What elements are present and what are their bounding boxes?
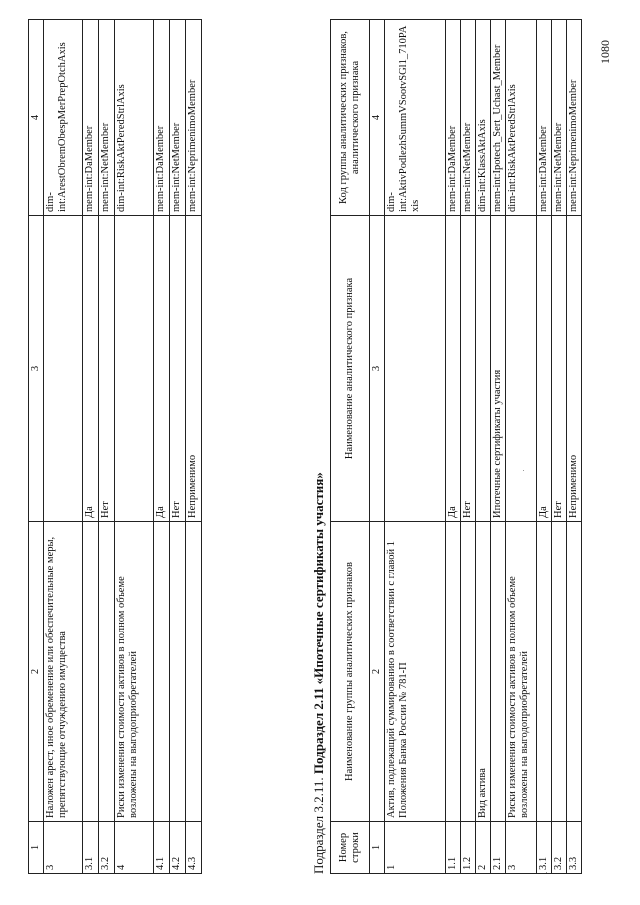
- table-row: [552, 20, 567, 874]
- table-row: [186, 20, 202, 874]
- code: mem-int:NetMember: [170, 20, 186, 216]
- rotated-page: [28, 12, 618, 874]
- group-name: [446, 522, 461, 822]
- column-number: 2: [370, 522, 385, 822]
- member-name: Ипотечные сертификаты участия: [491, 216, 506, 522]
- row-number: 2: [476, 822, 491, 874]
- group-name: Риски изменения стоимости активов в полном объеме возложены на выгодоприобретателей: [115, 522, 154, 822]
- row-number: 3.3: [567, 822, 582, 874]
- group-name: [552, 522, 567, 822]
- code: mem-int:NeprimenimoMember: [567, 20, 582, 216]
- member-name: [44, 216, 83, 522]
- member-name: [476, 216, 491, 522]
- table-row: [170, 20, 186, 874]
- code: mem-int:Ipotech_Sert_Uchast_Member: [491, 20, 506, 216]
- code: dim-int:RiskAktPeredStrlAxis: [506, 20, 537, 216]
- heading-prefix: Подраздел 3.2.11.: [311, 777, 326, 874]
- page-number: 1080: [598, 40, 612, 64]
- group-name: [461, 522, 476, 822]
- row-number: 4.2: [170, 822, 186, 874]
- row-number: 4: [115, 822, 154, 874]
- member-name: Неприменимо: [186, 216, 202, 522]
- member-name: Нет: [99, 216, 115, 522]
- row-number: 3.2: [99, 822, 115, 874]
- mortgage-certificates-table: [330, 19, 582, 874]
- table-row: [476, 20, 491, 874]
- code: mem-int:NetMember: [461, 20, 476, 216]
- table-header-row: [29, 20, 44, 874]
- member-name: Да: [537, 216, 552, 522]
- code: dim-int:KlassAktAxis: [476, 20, 491, 216]
- continuation-table: [28, 19, 202, 874]
- row-number: 4.1: [154, 822, 170, 874]
- section-heading: [311, 472, 326, 874]
- table-row: [44, 20, 83, 874]
- member-name: Да: [154, 216, 170, 522]
- group-name: [154, 522, 170, 822]
- column-number: 1: [370, 822, 385, 874]
- row-number: 1: [385, 822, 446, 874]
- group-name: [186, 522, 202, 822]
- code: mem-int:NetMember: [552, 20, 567, 216]
- member-name: Да: [446, 216, 461, 522]
- member-name: Нет: [170, 216, 186, 522]
- column-number: 4: [370, 20, 385, 216]
- column-header: Наименование группы аналитических признаков: [331, 522, 370, 822]
- member-name: [506, 216, 537, 522]
- member-name: [385, 216, 446, 522]
- column-header: Номер строки: [331, 822, 370, 874]
- group-name: [170, 522, 186, 822]
- group-name: [491, 522, 506, 822]
- code: dim-int:AktivPodlezhSummVSootvSGl1_710PAxis: [385, 20, 446, 216]
- code: mem-int:DaMember: [83, 20, 99, 216]
- code: mem-int:NetMember: [99, 20, 115, 216]
- row-number: 3.2: [552, 822, 567, 874]
- table-row: [506, 20, 537, 874]
- group-name: [99, 522, 115, 822]
- table-row: [83, 20, 99, 874]
- scan-speck: [546, 872, 547, 873]
- column-number-row: [370, 20, 385, 874]
- group-name: Риски изменения стоимости активов в полном объеме возложены на выгодоприобретателей: [506, 522, 537, 822]
- table-row: [99, 20, 115, 874]
- column-header: Наименование аналитического признака: [331, 216, 370, 522]
- table-row: [461, 20, 476, 874]
- row-number: 3.1: [537, 822, 552, 874]
- group-name: Вид актива: [476, 522, 491, 822]
- code: mem-int:DaMember: [537, 20, 552, 216]
- member-name: Нет: [461, 216, 476, 522]
- group-name: [83, 522, 99, 822]
- code: dim-int:ArestObremObespMerPrepOtchAxis: [44, 20, 83, 216]
- group-name: [537, 522, 552, 822]
- table-row: [567, 20, 582, 874]
- row-number: 3: [44, 822, 83, 874]
- group-name: Наложен арест, иное обременение или обеспечительные меры, препятствующие отчуждению имущества: [44, 522, 83, 822]
- table-row: [537, 20, 552, 874]
- table-row: [385, 20, 446, 874]
- row-number: 3: [506, 822, 537, 874]
- heading-title: Подраздел 2.11 «Ипотечные сертификаты участия»: [311, 472, 326, 775]
- column-number: 1: [29, 822, 44, 874]
- table-row: [491, 20, 506, 874]
- member-name: [115, 216, 154, 522]
- code: mem-int:DaMember: [154, 20, 170, 216]
- row-number: 2.1: [491, 822, 506, 874]
- row-number: 1.2: [461, 822, 476, 874]
- column-header: Код группы аналитических признаков, аналитического признака: [331, 20, 370, 216]
- table-row: [154, 20, 170, 874]
- row-number: 3.1: [83, 822, 99, 874]
- table-row: [446, 20, 461, 874]
- row-number: 1.1: [446, 822, 461, 874]
- member-name: Нет: [552, 216, 567, 522]
- column-number: 3: [370, 216, 385, 522]
- group-name: [567, 522, 582, 822]
- table-header-row: [331, 20, 370, 874]
- member-name: Да: [83, 216, 99, 522]
- group-name: Актив, подлежащий суммированию в соответствии с главой 1 Положения Банка России № 781-П: [385, 522, 446, 822]
- code: mem-int:NeprimenimoMember: [186, 20, 202, 216]
- code: dim-int:RiskAktPeredStrlAxis: [115, 20, 154, 216]
- column-number: 3: [29, 216, 44, 522]
- column-number: 2: [29, 522, 44, 822]
- table-row: [115, 20, 154, 874]
- column-number: 4: [29, 20, 44, 216]
- row-number: 4.3: [186, 822, 202, 874]
- code: mem-int:DaMember: [446, 20, 461, 216]
- scan-speck: [523, 470, 524, 471]
- member-name: Неприменимо: [567, 216, 582, 522]
